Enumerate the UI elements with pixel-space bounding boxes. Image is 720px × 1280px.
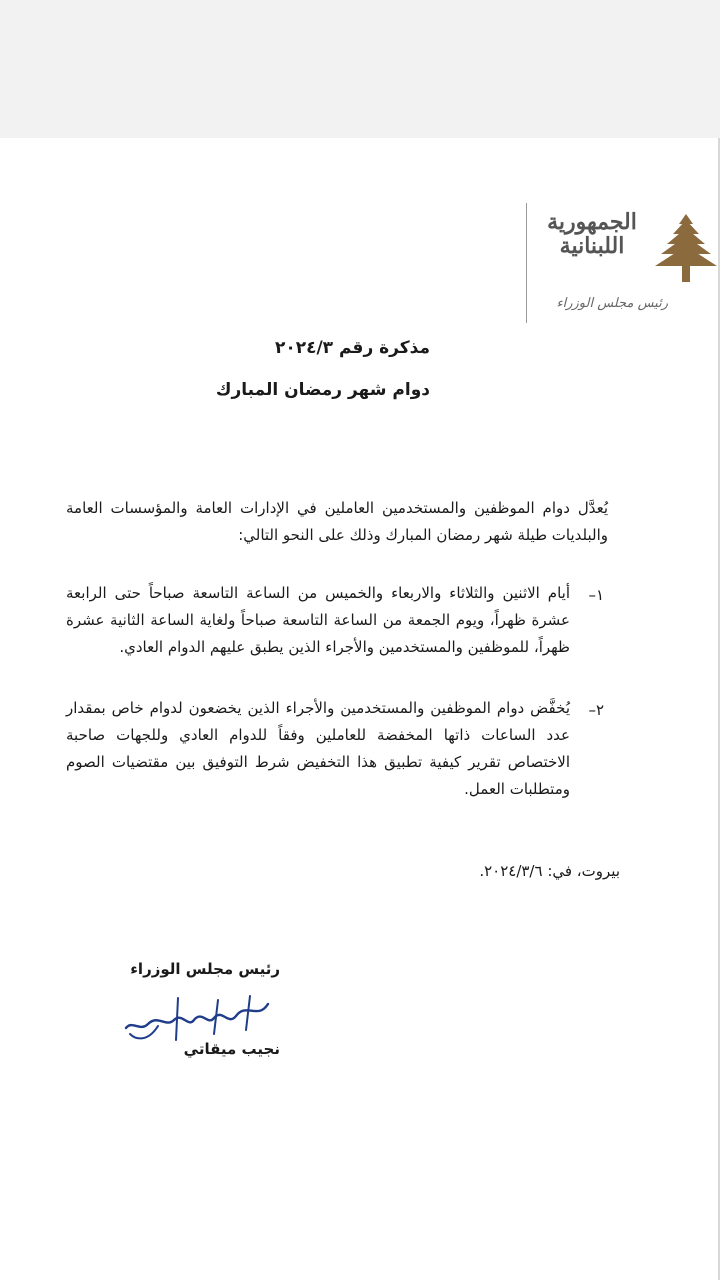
- letterhead-title: الجمهورية اللبنانية: [547, 209, 637, 259]
- cedar-emblem-icon: [651, 212, 720, 284]
- list-item: أيام الاثنين والثلاثاء والاربعاء والخميس من الساعة التاسعة صباحاً حتى الرابعة عشرة ظهراً، ويوم الجمعة من الساعة التاسعة صباحاً ولغاية الساعة الثانية عشرة ظهراً، للموظفين والمستخدمين والأجراء الذين يطبق عليهم الدوام العادي.: [66, 584, 570, 656]
- handwritten-signature: [118, 990, 278, 1046]
- letterhead-subtitle: رئيس مجلس الوزراء: [556, 296, 668, 311]
- item-number: ٢–: [588, 701, 604, 719]
- place-and-date: بيروت، في: ٢٠٢٤/٣/٦.: [479, 862, 620, 880]
- memo-number: مذكرة رقم ٢٠٢٤/٣: [274, 338, 430, 358]
- item-number: ١–: [588, 586, 604, 604]
- memo-subject: دوام شهر رمضان المبارك: [215, 380, 430, 400]
- signatory-name: نجيب ميقاتي: [183, 1040, 280, 1058]
- status-bar-area: [0, 0, 720, 138]
- signatory-title: رئيس مجلس الوزراء: [130, 960, 280, 978]
- letterhead-divider: [526, 203, 527, 323]
- intro-paragraph: يُعدَّل دوام الموظفين والمستخدمين العاملين في الإدارات العامة والمؤسسات العامة والبلديات طيلة شهر رمضان المبارك وذلك على النحو التالي:: [66, 499, 608, 544]
- list-item: يُخفَّض دوام الموظفين والمستخدمين والأجراء الذين يخضعون لدوام خاص بمقدار عدد الساعات ذاتها المخفضة للعاملين وفقاً للدوام العادي وللجهات صاحبة الاختصاص تقرير كيفية تطبيق هذا التخفيض شرط التوفيق بين مقتضيات الصوم ومتطلبات العمل.: [66, 699, 570, 798]
